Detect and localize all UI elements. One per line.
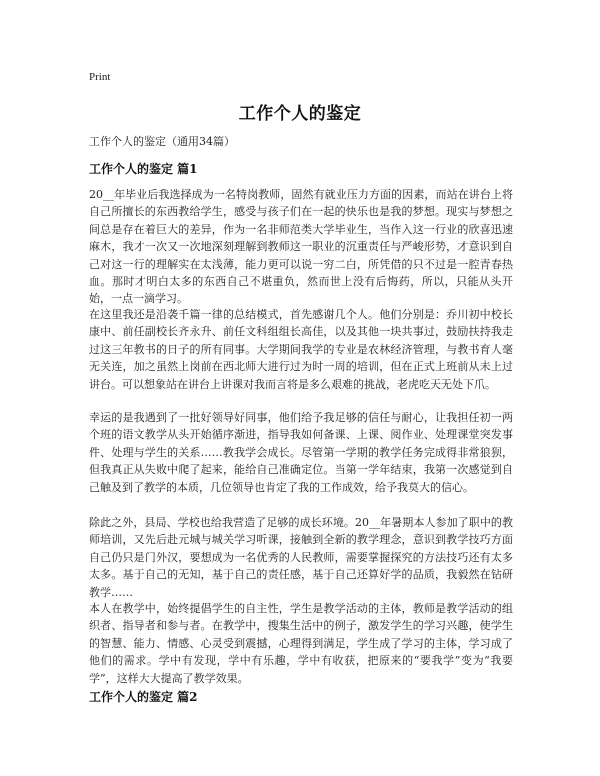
document-subtitle: 工作个人的鉴定（通用34篇） bbox=[89, 135, 235, 148]
paragraph-3: 幸运的是我遇到了一批好领导好同事，他们给予我足够的信任与耐心，让我担任初一两个班的语文教学从头开始循序渐进，指导我如何备课、上课、阅作业、处理课堂突发事件、处理与学生的关系……教我学会成长。尽管第一学期的教学任务完成得非常狼狈，但我真正从失败中爬了起来，能给自己准确定位。当第一学年结束，我第一次感觉到自己触及到了教学的本质，几位领导也肯定了我的工作成效，给予我莫大的信心。 bbox=[89, 411, 513, 494]
section-heading-2: 工作个人的鉴定 篇2 bbox=[89, 690, 198, 704]
section-heading-1: 工作个人的鉴定 篇1 bbox=[89, 162, 198, 176]
paragraph-2: 在这里我还是沿袭千篇一律的总结模式，首先感谢几个人。他们分别是：乔川初中校长康中、前任副校长齐永升、前任文科组组长高佳，以及其他一块共事过，鼓励扶持我走过这三年教书的日子的所有同事。大学期间我学的专业是农林经济管理，与教书育人毫无关连，加之虽然上岗前在西北师大进行过为时一周的培训，但在正式上班前从未上过讲台。可以想象站在讲台上讲课对我而言将是多么艰难的挑战，老虎吃天无处下爪。 bbox=[89, 308, 513, 391]
page-title: 工作个人的鉴定 bbox=[238, 104, 362, 124]
paragraph-5: 本人在教学中，始终提倡学生的自主性，学生是教学活动的主体，教师是教学活动的组织者、指导者和参与者。在教学中，搜集生活中的例子，激发学生的学习兴趣，使学生的智慧、能力、情感、心灵受到震撼，心理得到满足，学生成了学习的主体，学习成了他们的需求。学中有发现，学中有乐趣，学中有收获，把原来的“要我学”变为“我要学”，这样大大提高了教学效果。 bbox=[89, 602, 513, 685]
paragraph-1: 20__年毕业后我选择成为一名特岗教师，固然有就业压力方面的因素，而站在讲台上将自己所擅长的东西教给学生，感受与孩子们在一起的快乐也是我的梦想。现实与梦想之间总是存在着巨大的差异，作为一名非师范类大学毕业生，当作入这一行业的欣喜迅速麻木，我才一次又一次地深刻理解到教师这一职业的沉重责任与严峻形势，才意识到自己对这一行的理解实在太浅薄，能力更可以说一穷二白，所凭借的只不过是一腔青春热血。那时才明白太多的东西自己不堪重负，然而世上没有后悔药，所以，只能从头开始，一点一滴学习。 bbox=[89, 188, 513, 306]
print-link[interactable]: Print bbox=[89, 71, 111, 83]
paragraph-4: 除此之外，县局、学校也给我营造了足够的成长环境。20__年暑期本人参加了职中的教师培训，又先后赴元城与城关学习听课，接触到全新的教学理念，意识到教学技巧方面自己仍只是门外汉，要想成为一名优秀的人民教师，需要掌握探究的方法技巧还有太多太多。基于自己的无知，基于自己的责任感，基于自己还算好学的品质，我毅然在钻研教学…… bbox=[89, 516, 513, 599]
